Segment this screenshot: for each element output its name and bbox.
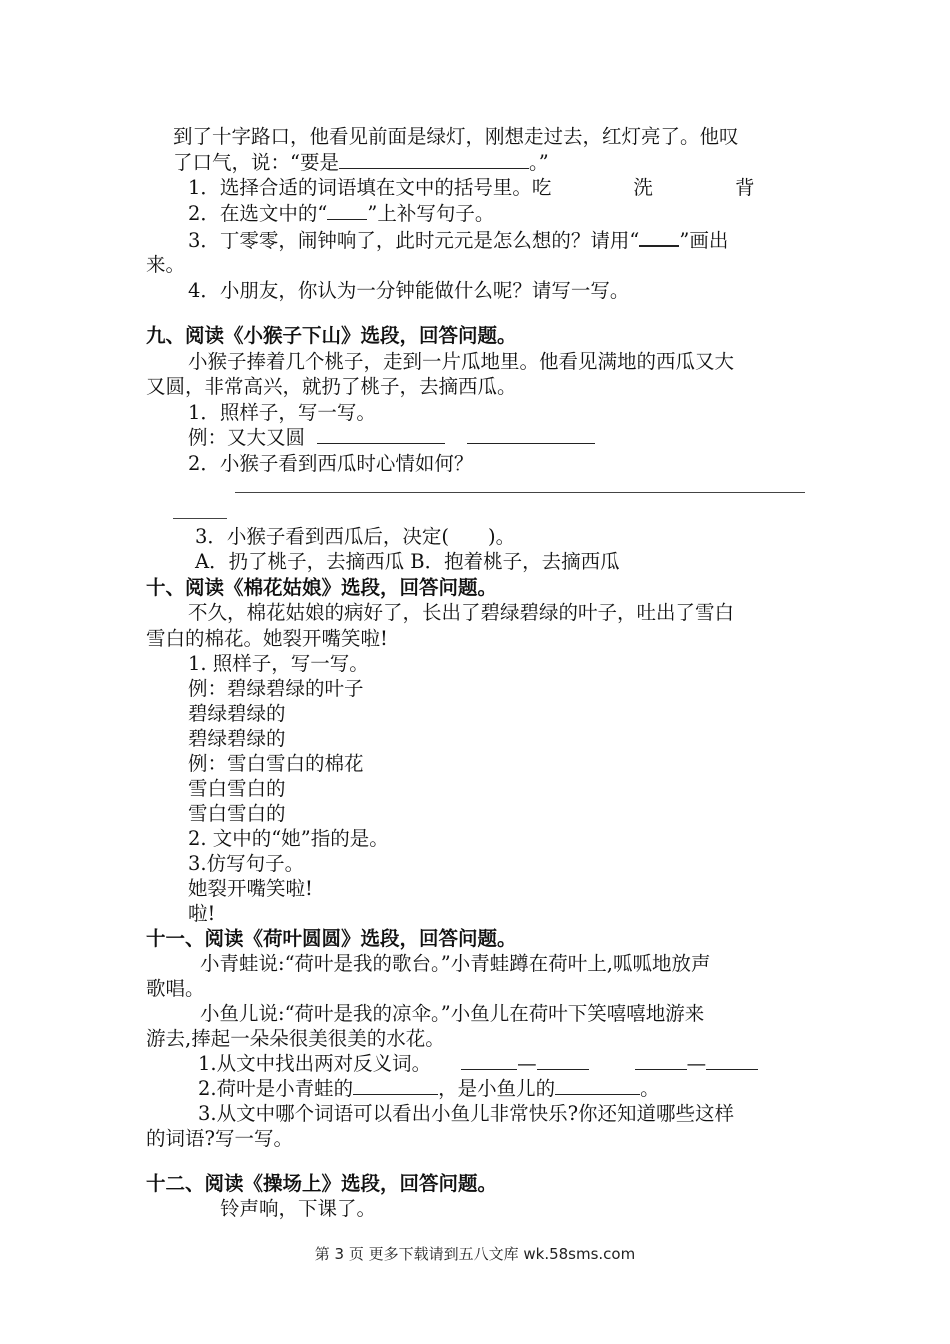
- s9-example: [188, 425, 595, 451]
- s11-paragraph-line3: 小鱼儿说:“荷叶是我的凉伞。”小鱼儿在荷叶下笑嘻嘻地游来: [200, 1002, 705, 1025]
- s9-question-1: 1．照样子，写一写。: [188, 401, 376, 424]
- s12-heading: 十二、阅读《操场上》选段，回答问题。: [146, 1172, 498, 1195]
- answer-blank[interactable]: [339, 150, 529, 169]
- word-option-wash: 洗: [633, 176, 653, 199]
- s8-question-3-cont: 来。: [146, 253, 186, 276]
- s10-example-2: 例：雪白雪白的棉花: [188, 752, 364, 775]
- s11-question-1: [198, 1051, 758, 1077]
- s10-imitation-line: 啦!: [188, 902, 216, 925]
- s8-paragraph-text-a: 了口气，说：“要是: [173, 151, 339, 174]
- answer-blank[interactable]: [537, 1051, 589, 1070]
- s8-question-2-text-a: 2．在选文中的“: [188, 202, 328, 225]
- s11-question-2-text-c: 。: [640, 1077, 660, 1100]
- dash: —: [517, 1052, 537, 1075]
- s8-paragraph-line2: [173, 150, 549, 176]
- s10-question-2: 2. 文中的“她”指的是。: [188, 827, 389, 850]
- s8-paragraph-text-b: 。”: [528, 151, 549, 174]
- s11-paragraph-line2: 歌唱。: [146, 977, 205, 1000]
- s9-paragraph-line2: 又圆，非常高兴，就扔了桃子，去摘西瓜。: [146, 375, 517, 398]
- s8-question-3-text-b: ”画出: [679, 229, 729, 252]
- s9-example-text: 例：又大又圆: [188, 426, 306, 449]
- s11-paragraph-line1: 小青蛙说:“荷叶是我的歌台。”小青蛙蹲在荷叶上,呱呱地放声: [200, 952, 711, 975]
- answer-blank[interactable]: [467, 425, 595, 444]
- s11-question-3-line1: 3.从文中哪个词语可以看出小鱼儿非常快乐?你还知道哪些这样: [198, 1102, 735, 1125]
- s10-heading: 十、阅读《棉花姑娘》选段，回答问题。: [146, 576, 498, 599]
- page-footer: 第 3 页 更多下载请到五八文库 wk.58sms.com: [314, 1245, 636, 1263]
- s12-paragraph-line1: 铃声响，下课了。: [220, 1197, 377, 1220]
- s11-question-3-line2: 的词语?写一写。: [146, 1127, 293, 1150]
- answer-blank[interactable]: [327, 201, 367, 220]
- s9-question-3: 3．小猴子看到西瓜后，决定( )。: [195, 525, 516, 548]
- s9-options: A．扔了桃子，去摘西瓜 B．抱着桃子，去摘西瓜: [195, 550, 620, 573]
- s11-question-2-text-b: ，是小鱼儿的: [438, 1077, 556, 1100]
- s10-paragraph-line2: 雪白的棉花。她裂开嘴笑啦!: [146, 627, 388, 650]
- s8-question-4: 4．小朋友，你认为一分钟能做什么呢？请写一写。: [188, 279, 630, 302]
- s9-question-2: 2．小猴子看到西瓜时心情如何？: [188, 452, 474, 475]
- s8-question-2-text-b: ”上补写句子。: [367, 202, 495, 225]
- s11-question-2-text-a: 2.荷叶是小青蛙的: [198, 1077, 354, 1100]
- s10-question-3: 3.仿写句子。: [188, 852, 305, 875]
- s9-paragraph-line1: 小猴子捧着几个桃子，走到一片瓜地里。他看见满地的西瓜又大: [188, 350, 735, 373]
- answer-blank[interactable]: [353, 1076, 438, 1095]
- answer-line[interactable]: [235, 492, 805, 493]
- s10-paragraph-line1: 不久，棉花姑娘的病好了，长出了碧绿碧绿的叶子，吐出了雪白: [188, 601, 735, 624]
- s8-question-1: [188, 175, 754, 201]
- answer-line[interactable]: [173, 518, 227, 519]
- answer-blank[interactable]: [706, 1051, 758, 1070]
- answer-blank[interactable]: [461, 1051, 517, 1070]
- s8-question-3: [188, 227, 728, 254]
- s10-fill-line-2: 碧绿碧绿的: [188, 727, 286, 750]
- s8-question-2: [188, 201, 494, 227]
- s11-paragraph-line4: 游去,捧起一朵朵很美很美的水花。: [146, 1027, 445, 1050]
- s11-question-2: [198, 1076, 660, 1102]
- answer-blank[interactable]: [635, 1051, 687, 1070]
- s10-fill-line-3: 雪白雪白的: [188, 777, 286, 800]
- s10-fill-line-4: 雪白雪白的: [188, 802, 286, 825]
- s10-sample-sentence: 她裂开嘴笑啦!: [188, 877, 313, 900]
- s8-question-3-text-a: 3．丁零零，闹钟响了，此时元元是怎么想的？请用“: [188, 229, 640, 252]
- s10-question-1: 1. 照样子，写一写。: [188, 652, 369, 675]
- answer-blank[interactable]: [317, 425, 445, 444]
- s8-paragraph-line1: 到了十字路口，他看见前面是绿灯，刚想走过去，红灯亮了。他叹: [173, 125, 739, 148]
- s8-question-1-text: 1．选择合适的词语填在文中的括号里。吃: [188, 176, 552, 199]
- s10-fill-line-1: 碧绿碧绿的: [188, 702, 286, 725]
- s11-heading: 十一、阅读《荷叶圆圆》选段，回答问题。: [146, 927, 517, 950]
- s10-example-1: 例：碧绿碧绿的叶子: [188, 677, 364, 700]
- underline-sample: [639, 227, 679, 247]
- answer-blank[interactable]: [555, 1076, 640, 1095]
- s11-question-1-text: 1.从文中找出两对反义词。: [198, 1052, 432, 1075]
- s9-heading: 九、阅读《小猴子下山》选段，回答问题。: [146, 324, 517, 347]
- dash: —: [686, 1052, 707, 1075]
- word-option-carry: 背: [734, 176, 755, 199]
